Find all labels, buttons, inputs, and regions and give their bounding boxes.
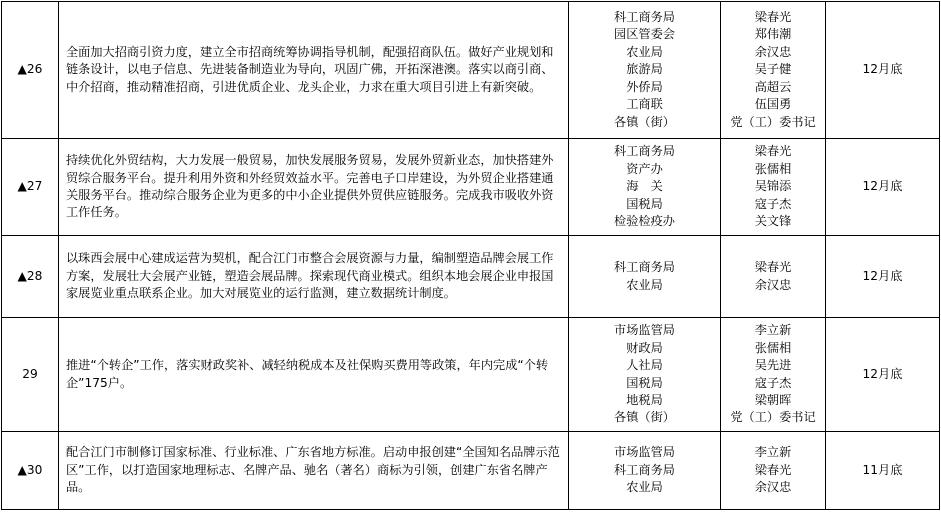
deadline: 12月底: [826, 318, 940, 432]
task-content: 推进“个转企”工作，落实财政奖补、减轻纳税成本及社保购买费用等政策，年内完成“个转企”175户。: [59, 318, 569, 432]
department: 财政局: [626, 340, 663, 355]
person: 党（工）委书记: [730, 410, 816, 425]
task-content: 全面加大招商引资力度，建立全市招商统筹协调指导机制，配强招商队伍。做好产业规划和链条设计，以电子信息、先进装备制造业为导向，巩固广佛，开拓深港澳。落实以商引商、中介招商，推动精准招商，引进优质企业、龙头企业，力求在重大项目引进上有新突破。: [59, 2, 569, 139]
department: 外侨局: [626, 79, 663, 94]
responsible-departments: [569, 139, 721, 236]
responsible-people: [721, 432, 826, 510]
task-number: ▲27: [2, 139, 59, 236]
responsible-people: [721, 318, 826, 432]
person: 余汉忠: [754, 44, 792, 59]
person: 李立新: [754, 323, 792, 338]
person: 吴锦添: [754, 179, 792, 194]
department: 农业局: [626, 480, 663, 495]
department: 地税局: [626, 392, 663, 407]
person: 李立新: [754, 445, 792, 460]
department: 工商联: [626, 97, 663, 112]
task-number: ▲26: [2, 2, 59, 139]
department: 科工商务局: [614, 462, 675, 477]
department: 资产办: [626, 161, 663, 176]
person: 吴子健: [754, 62, 792, 77]
responsible-departments: [569, 318, 721, 432]
responsible-departments: [569, 432, 721, 510]
person: 寇子杰: [754, 375, 792, 390]
department: 各镇（街）: [614, 114, 675, 129]
department: 人社局: [626, 358, 663, 373]
deadline: 12月底: [826, 139, 940, 236]
department: 农业局: [626, 44, 663, 59]
task-content: 配合江门市制修订国家标准、行业标准、广东省地方标准。启动申报创建“全国知名品牌示范区”工作，以打造国家地理标志、名牌产品、驰名（著名）商标为引领，创建广东省名牌产品。: [59, 432, 569, 510]
table-row: [2, 432, 940, 510]
table-row: [2, 236, 940, 318]
department: 市场监管局: [614, 445, 675, 460]
task-number: ▲30: [2, 432, 59, 510]
deadline: 12月底: [826, 2, 940, 139]
responsible-departments: [569, 236, 721, 318]
person: 梁春光: [754, 462, 792, 477]
task-content: 以珠西会展中心建成运营为契机，配合江门市整合会展资源与力量，编制塑造品牌会展工作方案，发展壮大会展产业链，塑造会展品牌。探索现代商业模式。组织本地会展企业申报国家展览业重点联系企业。加大对展览业的运行监测，建立数据统计制度。: [59, 236, 569, 318]
person: 关文锋: [754, 214, 792, 229]
department: 市场监管局: [614, 323, 675, 338]
department: 科工商务局: [614, 260, 675, 275]
person: 张儒相: [754, 161, 792, 176]
task-number: ▲28: [2, 236, 59, 318]
department: 各镇（街）: [614, 410, 675, 425]
department: 科工商务局: [614, 10, 675, 25]
department: 检验检疫办: [614, 214, 675, 229]
table-row: [2, 2, 940, 139]
department: 国税局: [626, 375, 663, 390]
person: 寇子杰: [754, 196, 792, 211]
deadline: 11月底: [826, 432, 940, 510]
task-content: 持续优化外贸结构，大力发展一般贸易，加快发展服务贸易，发展外贸新业态，加快搭建外贸综合服务平台。提升利用外资和外经贸效益水平。完善电子口岸建设，为外贸企业搭建通关服务平台。推动综合服务企业为更多的中小企业提供外贸供应链服务。完成我市吸收外资工作任务。: [59, 139, 569, 236]
responsible-departments: [569, 2, 721, 139]
department: 农业局: [626, 277, 663, 292]
person: 梁朝晖: [754, 392, 792, 407]
table-row: [2, 318, 940, 432]
person: 党（工）委书记: [730, 114, 816, 129]
person: 伍国勇: [754, 97, 792, 112]
deadline: 12月底: [826, 236, 940, 318]
responsible-people: [721, 236, 826, 318]
department: 海 关: [626, 179, 663, 194]
task-table: [1, 1, 940, 510]
person: 梁春光: [754, 10, 792, 25]
person: 高超云: [754, 79, 792, 94]
table-row: [2, 139, 940, 236]
person: 郑伟潮: [754, 27, 792, 42]
person: 吴先进: [754, 358, 792, 373]
department: 园区管委会: [614, 27, 675, 42]
person: 余汉忠: [754, 277, 792, 292]
task-number: 29: [2, 318, 59, 432]
department: 科工商务局: [614, 144, 675, 159]
responsible-people: [721, 2, 826, 139]
person: 梁春光: [754, 260, 792, 275]
department: 旅游局: [626, 62, 663, 77]
responsible-people: [721, 139, 826, 236]
department: 国税局: [626, 196, 663, 211]
person: 余汉忠: [754, 480, 792, 495]
person: 梁春光: [754, 144, 792, 159]
person: 张儒相: [754, 340, 792, 355]
